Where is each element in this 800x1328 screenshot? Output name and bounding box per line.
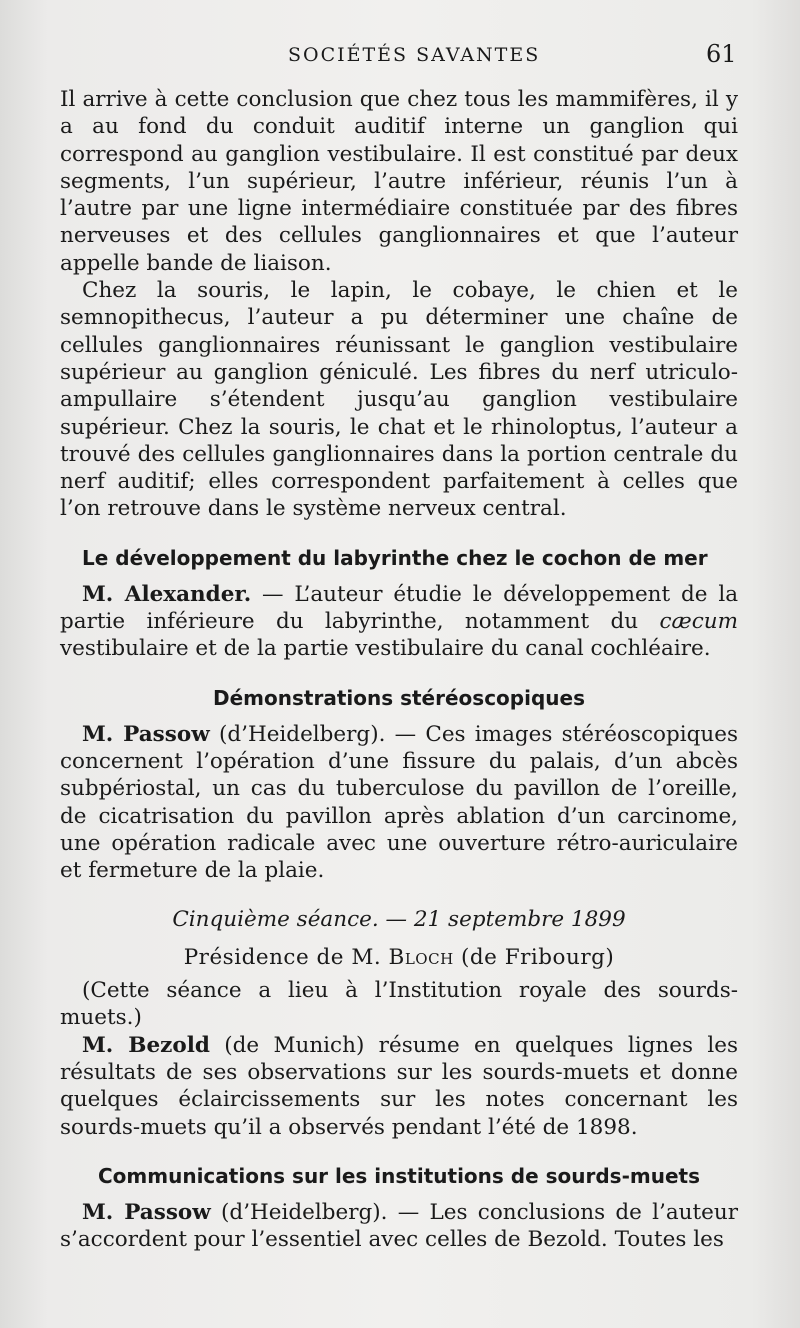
paragraph-passow-1 [60, 721, 738, 885]
seance-title: Cinquième séance. — 21 septembre 1899 [172, 907, 626, 933]
paragraph-conclusion: Il arrive à cette conclusion que chez tous les mammifères, il y a au fond du conduit auditif interne un ganglion qui correspond au ganglion vestibulaire. Il est constitué par deux segments, l’un supérieur, l’autre inférieur, réunis l’un à l’autre par une ligne intermédiaire constituée par des fibres nerveuses et des cellules ganglionnaires et que l’auteur appelle bande de liaison. [60, 87, 738, 276]
page-number: 61 [706, 40, 737, 68]
alexander-text-after: vestibulaire et de la partie vestibulaire du canal cochléaire. [60, 636, 711, 662]
speaker-passow-2: M. Passow [82, 1199, 211, 1225]
heading-demonstrations: Démonstrations stéréoscopiques [213, 685, 585, 710]
page-header [0, 38, 800, 72]
passow-2-text: (d’Heidelberg). — Les conclusions de l’auteur s’accordent pour l’essentiel avec celles de Bezold. Toutes les [60, 1199, 738, 1253]
presidence-line [60, 944, 738, 971]
paragraph-souris: Chez la souris, le lapin, le cobaye, le chien et le semnopithecus, l’auteur a pu déterminer une chaîne de cellules ganglionnaires réunissant le ganglion vestibulaire supérieur au ganglion géniculé. Les fibres du nerf utriculo-ampullaire s’étendent jusqu’au ganglion vestibulaire supérieur. Chez la souris, le chat et le rhinoloptus, l’auteur a trouvé des cellules ganglionnaires dans la portion centrale du nerf auditif; elles correspondent parfaitement à celles que l’on retrouve dans le système nerveux central. [60, 278, 738, 522]
heading-communications: Communications sur les institutions de sourds-muets [98, 1163, 700, 1188]
paragraph-passow-2 [60, 1199, 738, 1254]
paragraph-bezold [60, 1032, 738, 1141]
heading-labyrinthe: Le développement du labyrinthe chez le cochon de mer [82, 545, 708, 570]
speaker-alexander: M. Alexander. [82, 581, 252, 607]
presidence-name: Bloch [388, 944, 454, 970]
alexander-text-italic: cæcum [659, 609, 738, 635]
presidence-before: Présidence de M. [183, 944, 389, 970]
speaker-bezold: M. Bezold [82, 1032, 210, 1058]
bezold-text: (de Munich) résume en quelques lignes les résultats de ses observations sur les sourds-muets et donne quelques éclaircissements sur les notes concernant les sourds-muets qu’il a observés pendant l’été de 1898. [60, 1032, 738, 1140]
presidence-after: (de Fribourg) [453, 944, 615, 970]
passow-1-text: (d’Heidelberg). — Ces images stéréoscopiques concernent l’opération d’une fissure du palais, d’un abcès subpériostal, un cas du tuberculose du pavillon de l’oreille, de cicatrisation du pavillon après ablation d’un carcinome, une opération radicale avec une ouverture rétro-auriculaire et fermeture de la plaie. [60, 721, 738, 884]
alexander-text-before: — L’auteur étudie le développement de la partie inférieure du labyrinthe, notamment du [60, 581, 739, 635]
body-text [60, 86, 738, 1253]
speaker-passow-1: M. Passow [82, 721, 210, 747]
paragraph-alexander [60, 581, 738, 663]
running-title: SOCIÉTÉS SAVANTES [288, 44, 541, 66]
paragraph-seance-lieu: (Cette séance a lieu à l’Institution royale des sourds-muets.) [60, 978, 738, 1031]
